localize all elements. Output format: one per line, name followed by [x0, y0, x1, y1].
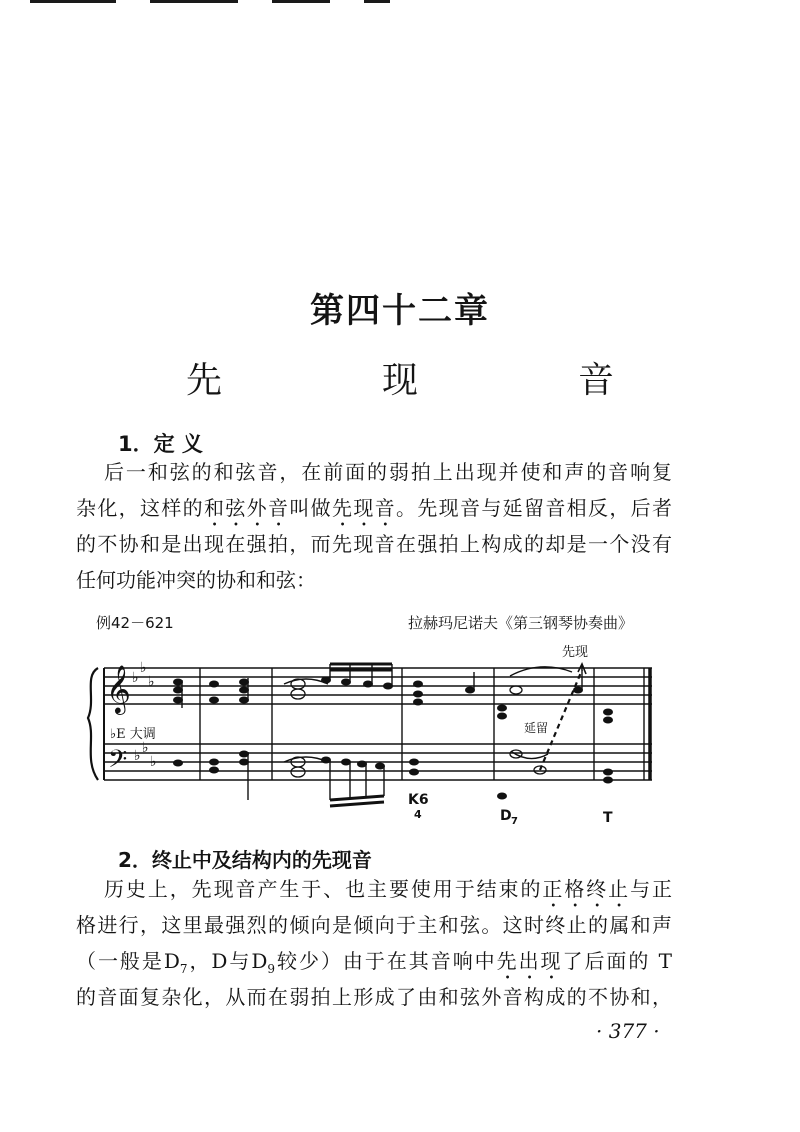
anticipation-label: 先现 [562, 645, 589, 660]
section-2-paragraph [76, 871, 672, 1015]
treble-staff [104, 668, 652, 704]
suspension-label: 延留 [524, 721, 549, 735]
bass-clef: 𝄢 [108, 745, 128, 780]
emphasis-term: 先出现 [496, 949, 563, 973]
example-label: 例42－621 [96, 614, 174, 632]
svg-text:♭: ♭ [148, 674, 155, 690]
paragraph-line: 格进行，这里最强烈的倾向是倾向于主和弦。这时终止的属和声 [76, 913, 672, 937]
svg-text:♭: ♭ [134, 748, 141, 764]
emphasis-term: 和弦外音 [204, 496, 290, 520]
function-k64: K6 [408, 792, 429, 808]
function-t: T [603, 810, 613, 826]
paragraph-line: 杂化，这样的和弦外音叫做先现音。先现音与延留音相反，后者 [76, 496, 673, 520]
key-label: ♭E 大调 [110, 727, 156, 742]
paragraph-line: 后一和弦的和弦音，在前面的弱拍上出现并使和声的音响复 [104, 460, 672, 484]
svg-text:♭: ♭ [150, 754, 157, 770]
section-2-heading: 2．终止中及结构内的先现音 [118, 848, 372, 872]
brace [88, 668, 98, 780]
example-source: 拉赫玛尼诺夫《第三钢琴协奏曲》 [408, 614, 634, 632]
svg-text:♭: ♭ [140, 660, 147, 676]
chapter-title: 第四十二章 [310, 291, 490, 331]
function-d7: D [500, 808, 512, 824]
bass-staff [104, 744, 652, 780]
function-d7-sub: 7 [511, 816, 518, 827]
svg-text:♭: ♭ [142, 740, 149, 756]
paragraph-line: （一般是$D_7$，D与$D_9$较少）由于在其音响中先出现了后面的 T [76, 949, 673, 976]
emphasis-term: 正格终止 [542, 877, 631, 901]
paragraph-line: 历史上，先现音产生于、也主要使用于结束的正格终止与正 [104, 877, 673, 901]
page-number: · 377 · [596, 1019, 660, 1043]
section-title: 先 现 音 [185, 360, 676, 401]
emphasis-term: 先现音 [332, 496, 397, 520]
paragraph-line: 的音面复杂化，从而在弱拍上形成了由和弦外音构成的不协和， [76, 985, 672, 1009]
paragraph-line: 的不协和是出现在强拍，而先现音在强拍上构成的却是一个没有 [76, 532, 672, 556]
paragraph-line: 任何功能冲突的协和和弦： [76, 568, 316, 592]
section-1-heading: 1．定 义 [118, 432, 203, 456]
function-k64-sub: 4 [414, 808, 422, 821]
treble-clef: 𝄞 [106, 664, 131, 713]
svg-text:♭: ♭ [132, 670, 139, 686]
